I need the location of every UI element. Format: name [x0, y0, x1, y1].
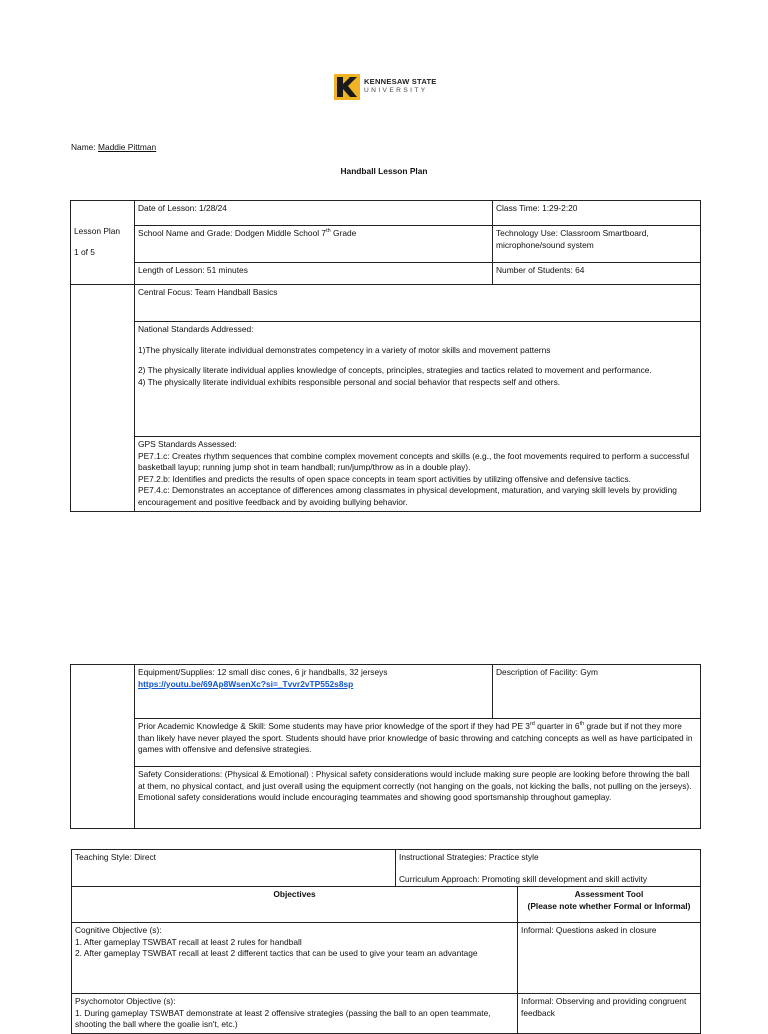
- national-standard-2: 2) The physically literate individual applies knowledge of concepts, principles, strategies and tactics related to movement and performance.: [138, 365, 652, 376]
- cognitive-objective-2: 2. After gameplay TSWBAT recall at least 2 different tactics that can be used to give your team an advantage: [75, 948, 478, 959]
- table2-left-blank: [71, 665, 135, 829]
- assessment-header-title: Assessment Tool: [574, 889, 644, 899]
- facility-description: Description of Facility: Gym: [493, 665, 701, 719]
- psychomotor-objectives: [72, 994, 518, 1034]
- lesson-plan-count: 1 of 5: [74, 247, 95, 257]
- gps-standard-1: PE7.1.c: Creates rhythm sequences that combine complex movement concepts and skills (e.g., the foot movements required to perform a successful basketball layup; running jump shot in team handball; run/jump/throw as in a double play).: [138, 450, 690, 473]
- gps-standards: [135, 437, 701, 512]
- length-of-lesson: Length of Lesson: 51 minutes: [135, 263, 493, 285]
- school-name-grade: School Name and Grade: Dodgen Middle School 7th Grade: [135, 226, 493, 263]
- logistics-table: [70, 664, 701, 829]
- gps-standard-3: PE7.4.c: Demonstrates an acceptance of differences among classmates in physical development, maturation, and varying skill levels by providing encouragement and positive feedback and by avoiding bullying behavior.: [138, 485, 677, 507]
- kennesaw-state-logo: [334, 72, 444, 104]
- ksu-monogram-icon: [334, 72, 360, 102]
- instructional-strategies: Instructional Strategies: Practice style: [399, 852, 539, 862]
- logo-subtitle: UNIVERSITY: [364, 86, 428, 94]
- national-standard-4: 4) The physically literate individual exhibits responsible personal and social behavior that respects self and others.: [138, 376, 561, 387]
- date-of-lesson: Date of Lesson: 1/28/24: [135, 201, 493, 226]
- technology-use: Technology Use: Classroom Smartboard, microphone/sound system: [493, 226, 701, 263]
- lesson-plan-label: Lesson Plan: [74, 226, 121, 237]
- safety-considerations: Safety Considerations: (Physical & Emotional) : Physical safety considerations would include making sure people are looking before throwing the ball at them, no physical contact, and just overall using the equipment correctly (not hanging on the goals, not kicking the balls, not pulling on the jerseys). Emotional safety considerations would include encouraging teammates and showing good sportsmanship throughout gameplay.: [135, 767, 701, 829]
- lesson-info-table: [70, 200, 701, 512]
- national-standards: [135, 322, 701, 437]
- video-link[interactable]: https://youtu.be/69Ap8WsenXc?si=_Tvvr2vTP552s8sp: [138, 678, 354, 689]
- gps-standards-heading: GPS Standards Assessed:: [138, 439, 237, 449]
- logo-name: KENNESAW STATE: [364, 77, 437, 86]
- document-title: Handball Lesson Plan: [340, 166, 428, 176]
- psychomotor-objective-1: 1. During gameplay TSWBAT demonstrate at least 2 offensive strategies (passing the ball to an open teammate, shooting the ball where the goalie isn't, etc.): [75, 1007, 491, 1030]
- gps-standard-2: PE7.2.b: Identifies and predicts the results of open space concepts in team sport activities by utilizing offensive and defensive tactics.: [138, 473, 631, 484]
- cognitive-objectives: [72, 923, 518, 994]
- teaching-style: Teaching Style: Direct: [72, 850, 396, 887]
- central-focus: Central Focus: Team Handball Basics: [135, 285, 701, 322]
- equipment-supplies: [135, 665, 493, 719]
- curriculum-approach: Curriculum Approach: Promoting skill development and skill activity: [399, 874, 648, 885]
- national-standards-heading: National Standards Addressed:: [138, 324, 254, 334]
- number-of-students: Number of Students: 64: [493, 263, 701, 285]
- psychomotor-heading: Psychomotor Objective (s):: [75, 996, 176, 1006]
- prior-knowledge: Prior Academic Knowledge & Skill: Some students may have prior knowledge of the sport if they had PE 3rd quarter in 6th grade but if not they more than likely have never played the sport. Students should have prior knowledge of basic throwing and catching concepts as well as have participated in games with offensive and defensive strategies.: [135, 719, 701, 767]
- objectives-header: Objectives: [72, 887, 518, 923]
- name-value: Maddie Pittman: [98, 142, 157, 152]
- name-label: Name:: [71, 142, 96, 152]
- equipment-text: Equipment/Supplies: 12 small disc cones, 6 jr handballs, 32 jerseys: [138, 667, 388, 677]
- objectives-table: [71, 849, 701, 1034]
- class-time: Class Time: 1:29-2:20: [493, 201, 701, 226]
- assessment-header-note: (Please note whether Formal or Informal): [527, 900, 691, 911]
- cognitive-objective-1: 1. After gameplay TSWBAT recall at least 2 rules for handball: [75, 936, 302, 947]
- psychomotor-assessment: Informal: Observing and providing congruent feedback: [518, 994, 701, 1034]
- lesson-plan-side-cell: [71, 201, 135, 285]
- instruction-curriculum-cell: [396, 850, 701, 887]
- assessment-header: [518, 887, 701, 923]
- cognitive-assessment: Informal: Questions asked in closure: [518, 923, 701, 994]
- table1-left-blank: [71, 285, 135, 512]
- student-name-line: [71, 142, 156, 154]
- national-standard-1: 1)The physically literate individual demonstrates competency in a variety of motor skills and movement patterns: [138, 344, 551, 355]
- cognitive-heading: Cognitive Objective (s):: [75, 925, 162, 935]
